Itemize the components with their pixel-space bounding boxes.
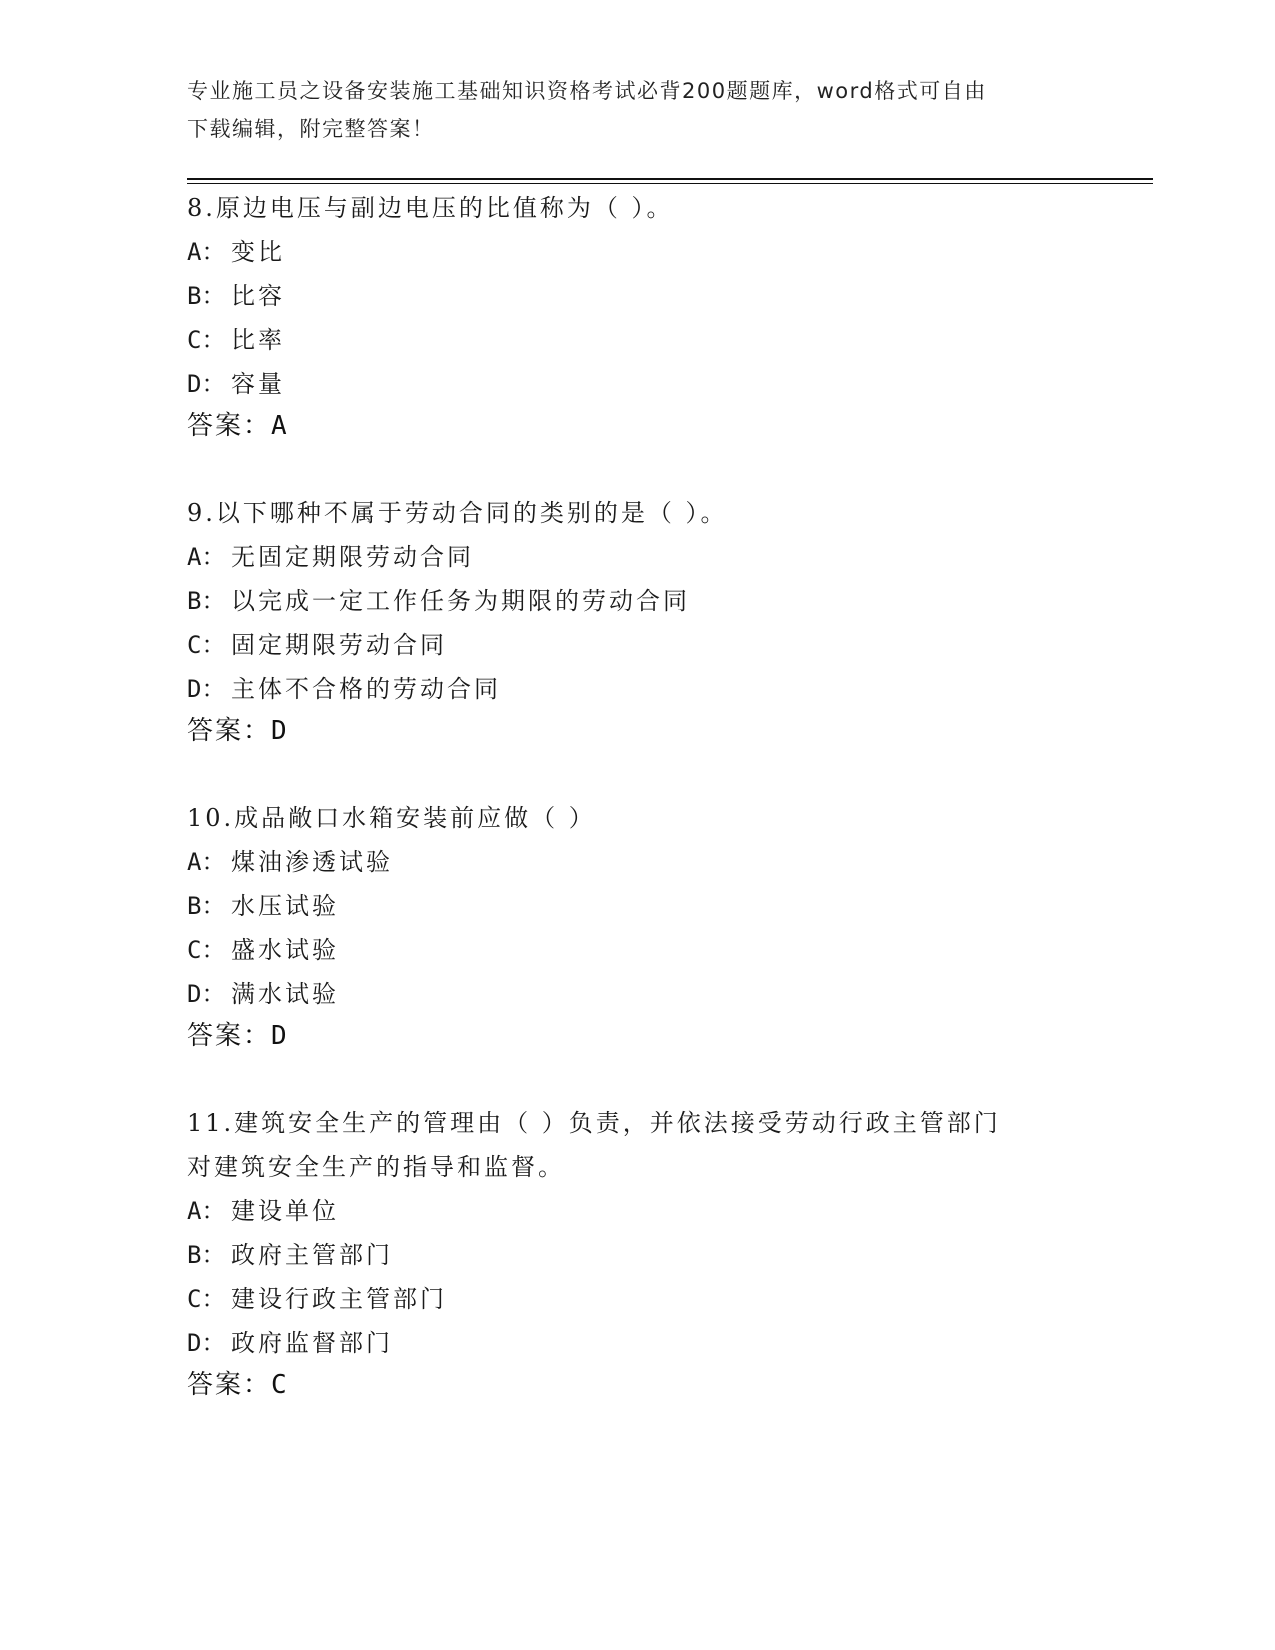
option-text: 固定期限劳动合同 [231,631,447,659]
option-key: B： [187,587,226,615]
document-header [187,72,1087,148]
option-key: D： [187,980,226,1008]
question-stem-line-2: 对建筑安全生产的指导和监督。 [187,1153,565,1181]
option-text: 容量 [231,370,285,398]
answer-line [187,1015,287,1052]
answer-line [187,1364,287,1401]
answer-value: A [271,411,287,441]
option-text: 政府主管部门 [231,1241,393,1269]
option-key: A： [187,543,226,571]
answer-label: 答案： [187,1370,272,1400]
header-divider-thin [187,183,1153,184]
header-line-1: 专业施工员之设备安装施工基础知识资格考试必背200题题库，word格式可自由 [187,79,987,103]
option-key: B： [187,892,226,920]
option-text: 政府监督部门 [231,1329,393,1357]
option-d [187,974,339,1009]
option-b [187,276,285,311]
option-key: D： [187,370,226,398]
option-c [187,625,447,660]
option-text: 煤油渗透试验 [231,848,393,876]
question-stem: 8.原边电压与副边电压的比值称为（ ）。 [187,194,674,222]
option-c [187,320,285,355]
option-a [187,842,393,877]
option-key: C： [187,631,226,659]
question-stem: 9.以下哪种不属于劳动合同的类别的是（ ）。 [187,499,728,527]
answer-line [187,710,287,747]
option-key: C： [187,326,226,354]
option-text: 主体不合格的劳动合同 [231,675,501,703]
option-key: B： [187,1241,226,1269]
option-a [187,537,474,572]
header-line-2: 下载编辑，附完整答案！ [187,117,435,141]
answer-value: D [271,1021,287,1051]
option-text: 无固定期限劳动合同 [231,543,474,571]
answer-label: 答案： [187,1021,272,1051]
option-b [187,1235,393,1270]
option-key: A： [187,238,226,266]
answer-label: 答案： [187,716,272,746]
option-text: 满水试验 [231,980,339,1008]
option-d [187,669,501,704]
answer-line [187,405,287,442]
option-key: C： [187,1285,226,1313]
option-text: 比率 [231,326,285,354]
option-text: 以完成一定工作任务为期限的劳动合同 [231,587,690,615]
option-key: D： [187,675,226,703]
option-text: 水压试验 [231,892,339,920]
option-text: 比容 [231,282,285,310]
option-b [187,581,690,616]
option-a [187,1191,339,1226]
option-key: A： [187,848,226,876]
option-text: 盛水试验 [231,936,339,964]
option-b [187,886,339,921]
answer-label: 答案： [187,411,272,441]
answer-value: D [271,716,287,746]
option-c [187,930,339,965]
option-key: A： [187,1197,226,1225]
option-text: 建设单位 [231,1197,339,1225]
option-d [187,1323,393,1358]
answer-value: C [271,1370,287,1400]
question-stem-line-1: 11.建筑安全生产的管理由（ ）负责，并依法接受劳动行政主管部门 [187,1109,1001,1137]
option-d [187,364,285,399]
option-c [187,1279,447,1314]
option-a [187,232,285,267]
option-text: 变比 [231,238,285,266]
header-divider-thick [187,178,1153,180]
option-text: 建设行政主管部门 [231,1285,447,1313]
option-key: C： [187,936,226,964]
option-key: D： [187,1329,226,1357]
question-stem: 10.成品敞口水箱安装前应做（ ） [187,804,596,832]
option-key: B： [187,282,226,310]
